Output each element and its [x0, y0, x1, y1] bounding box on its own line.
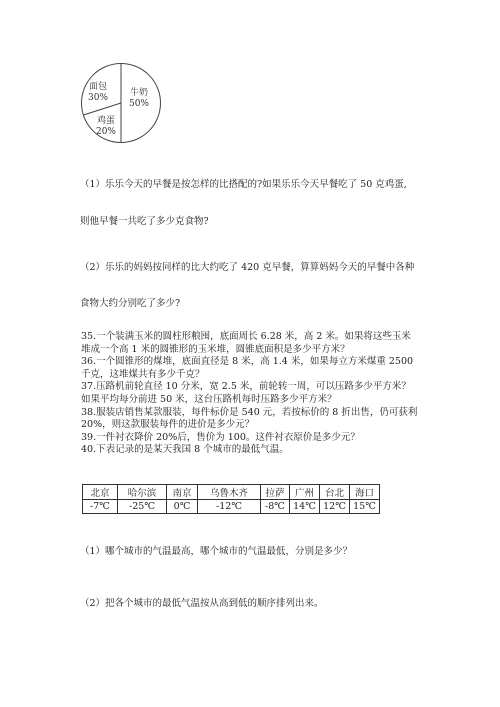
table-cell: 南京	[167, 485, 198, 500]
table-cell: -25℃	[118, 500, 167, 514]
problem-line: 35.一个装满玉米的圆柱形粮囤，底面周长 6.28 米，高 2 米。如果将这些玉米	[81, 331, 411, 342]
table-cell: -8℃	[261, 500, 290, 514]
problem-line: 40.下表记录的是某天我国 8 个城市的最低气温。	[81, 444, 289, 456]
problem-line: 20%，则这款服装每件的进价是多少元？	[81, 419, 255, 431]
table-cell: 海口	[350, 485, 380, 500]
table-row-temps	[83, 500, 380, 514]
problem-line: 37.压路机前轮直径 10 分米，宽 2.5 米，前轮转一周，可以压路多少平方米？	[81, 381, 411, 393]
table-cell: 0℃	[167, 500, 198, 514]
question-2-line-2: 食物大约分别吃了多少?	[80, 298, 181, 309]
sub-question-2: （2）把各个城市的最低气温按从高到低的顺序排列出来。	[80, 598, 324, 609]
table-cell: 拉萨	[261, 485, 290, 500]
table-cell: 广州	[290, 485, 320, 500]
question-1-line-2: 则他早餐一共吃了多少克食物?	[80, 216, 209, 227]
table-cell: 哈尔滨	[118, 485, 167, 500]
city-temperature-table	[82, 484, 380, 514]
problem-list	[81, 331, 417, 457]
pie-percent-egg: 20%	[95, 127, 117, 137]
problem-line: 39.一件衬衣降价 20%后，售价为 100。这件衬衣原价是多少元？	[81, 431, 360, 443]
sub-question-1: （1）哪个城市的气温最高，哪个城市的气温最低，分别是多少？	[80, 546, 353, 557]
problem-line: 如果平均每分前进 50 米，这台压路机每时压路多少平方米？	[81, 393, 337, 405]
table-cell: -7℃	[83, 500, 118, 514]
table-cell: 乌鲁木齐	[198, 485, 261, 500]
question-1-line-1: （1）乐乐今天的早餐是按怎样的比搭配的?如果乐乐今天早餐吃了 50 克鸡蛋,	[80, 179, 407, 190]
question-2-line-1: （2）乐乐的妈妈按同样的比大约吃了 420 克早餐，算算妈妈今天的早餐中各种	[80, 262, 415, 273]
pie-percent-bread: 30%	[87, 93, 109, 103]
table-cell: -12℃	[198, 500, 261, 514]
table-cell: 台北	[320, 485, 350, 500]
pie-label-egg: 鸡蛋	[96, 116, 116, 126]
table-cell: 12℃	[320, 500, 350, 514]
problem-line: 千克，这堆煤共有多少千克？	[81, 368, 205, 380]
pie-label-bread: 面包	[88, 82, 108, 92]
breakfast-pie-chart	[80, 62, 162, 144]
pie-label-milk: 牛奶	[129, 88, 149, 98]
table-cell: 15℃	[350, 500, 380, 514]
table-cell: 14℃	[290, 500, 320, 514]
problem-line: 36.一个圆锥形的煤堆，底面直径是 8 米，高 1.4 米，如果每立方米煤重 2500	[81, 356, 414, 368]
pie-percent-milk: 50%	[128, 99, 150, 109]
problem-line: 38.服装店销售某款服装，每件标价是 540 元，若按标价的 8 折出售，仍可获利	[81, 406, 418, 418]
table-cell: 北京	[83, 485, 118, 500]
problem-line: 堆成一个高 1 米的圆锥形的玉米堆，圆锥底面积是多少平方米？	[81, 343, 350, 355]
table-row-cities	[83, 485, 380, 500]
